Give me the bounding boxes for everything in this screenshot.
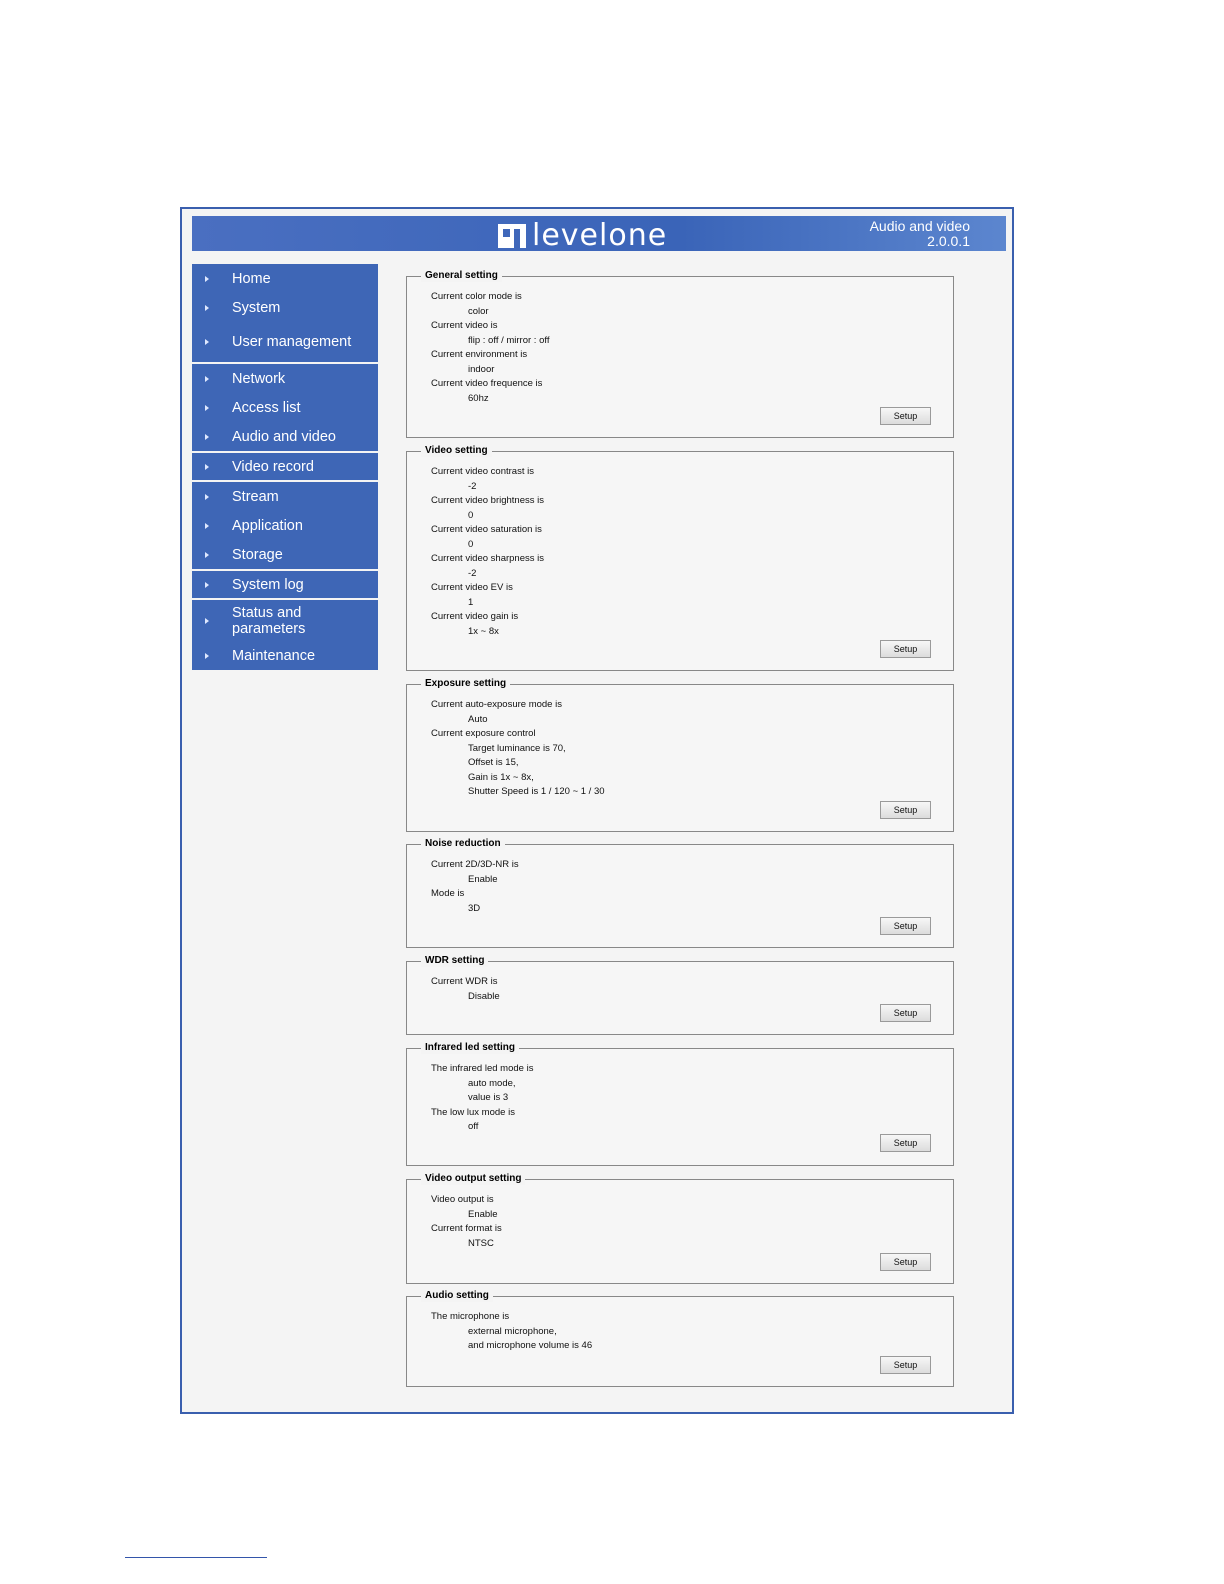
bullet-arrow-icon: [205, 582, 209, 588]
setting-value: 60hz: [468, 392, 489, 404]
setting-value: NTSC: [468, 1237, 494, 1249]
firmware-version: 2.0.0.1: [927, 233, 970, 249]
bullet-arrow-icon: [205, 464, 209, 470]
panel-body: [431, 1062, 533, 1135]
setting-label: Current video contrast is: [431, 466, 534, 477]
sidebar-item-label: User management: [232, 334, 352, 350]
nav-group: [192, 264, 378, 362]
sidebar-item-label: Access list: [232, 399, 301, 416]
sidebar-item-label: Network: [232, 370, 286, 387]
panel-title: Video output setting: [421, 1173, 525, 1185]
setting-value: auto mode,: [468, 1077, 516, 1089]
levelone-logo[interactable]: [498, 218, 668, 253]
setting-value: Enable: [468, 873, 498, 885]
setup-button-video-output-setting[interactable]: Setup: [880, 1253, 931, 1271]
panel-body: [431, 290, 549, 406]
sidebar-item-label: Storage: [232, 546, 283, 563]
bullet-arrow-icon: [205, 434, 209, 440]
setting-label: Current 2D/3D-NR is: [431, 859, 519, 870]
panel-body: [431, 465, 544, 639]
panel-body: [431, 1310, 592, 1354]
setting-value: 1: [468, 596, 474, 608]
panel-title: Exposure setting: [421, 678, 510, 690]
setting-value: 1x ~ 8x: [468, 625, 499, 637]
setting-label: The low lux mode is: [431, 1106, 515, 1118]
sidebar-item-system-log[interactable]: [192, 571, 378, 598]
setup-button-video-setting[interactable]: Setup: [880, 640, 931, 658]
panel-title: WDR setting: [421, 955, 488, 967]
panel-title: Noise reduction: [421, 838, 505, 850]
sidebar-item-label: Home: [232, 270, 271, 287]
sidebar-item-storage[interactable]: [192, 540, 378, 569]
panel-audio-setting: [406, 1290, 954, 1387]
setting-label: Current video sharpness is: [431, 553, 544, 564]
panel-title: Infrared led setting: [421, 1042, 519, 1054]
setup-button-infrared-led-setting[interactable]: Setup: [880, 1134, 931, 1152]
panel-title: Audio setting: [421, 1290, 493, 1302]
bullet-arrow-icon: [205, 494, 209, 500]
setup-button-audio-setting[interactable]: Setup: [880, 1356, 931, 1374]
setting-value: Enable: [468, 1208, 498, 1220]
setting-label: Current WDR is: [431, 976, 498, 987]
panel-body: [431, 1193, 502, 1251]
bullet-arrow-icon: [205, 618, 209, 624]
setting-value: color: [468, 305, 489, 317]
panel-body: [431, 975, 500, 1004]
sidebar-item-stream[interactable]: [192, 482, 378, 511]
setting-label: Current video EV is: [431, 582, 513, 593]
panel-video-setting: [406, 445, 954, 671]
sidebar-item-label: Maintenance: [232, 647, 316, 664]
sidebar-nav: [192, 264, 378, 672]
setting-value: Target luminance is 70,: [468, 742, 566, 754]
panel-general-setting: [406, 270, 954, 438]
sidebar-item-video-record[interactable]: [192, 453, 378, 480]
setting-label: Current video gain is: [431, 611, 519, 622]
bullet-arrow-icon: [205, 276, 209, 282]
setup-button-exposure-setting[interactable]: Setup: [880, 801, 931, 819]
setting-label: Current auto-exposure mode is: [431, 699, 562, 710]
setting-value: off: [468, 1121, 479, 1132]
setting-label: Current exposure control: [431, 728, 536, 739]
setting-label: Current format is: [431, 1223, 502, 1234]
setting-value: value is 3: [468, 1092, 509, 1103]
setting-value: Shutter Speed is 1 / 120 ~ 1 / 30: [468, 786, 605, 797]
sidebar-item-home[interactable]: [192, 264, 378, 293]
nav-group: [192, 364, 378, 451]
setup-button-general-setting[interactable]: Setup: [880, 407, 931, 425]
sidebar-item-access-list[interactable]: [192, 393, 378, 422]
setting-value: flip : off / mirror : off: [468, 334, 550, 346]
nav-group: [192, 482, 378, 569]
setting-value: -2: [468, 480, 477, 492]
setting-value: 0: [468, 509, 474, 521]
panel-title: Video setting: [421, 445, 492, 457]
setup-button-noise-reduction[interactable]: Setup: [880, 917, 931, 935]
logo-text: levelone: [532, 218, 668, 253]
levelone-logo-icon: [498, 224, 526, 248]
sidebar-item-maintenance[interactable]: [192, 641, 378, 670]
setting-label: Current video saturation is: [431, 524, 542, 535]
setting-value: indoor: [468, 363, 495, 375]
setting-label: Current environment is: [431, 349, 528, 360]
sidebar-item-label: Audio and video: [232, 428, 336, 445]
bullet-arrow-icon: [205, 653, 209, 659]
setting-value: Offset is 15,: [468, 757, 519, 768]
panel-video-output-setting: [406, 1173, 954, 1284]
setting-label: Video output is: [431, 1194, 494, 1205]
sidebar-item-label: Video record: [232, 458, 314, 475]
setting-value: -2: [468, 567, 477, 579]
setting-value: 3D: [468, 902, 481, 914]
panel-body: [431, 698, 605, 800]
web-ui-frame: [180, 207, 1014, 1414]
setting-label: Current video is: [431, 320, 498, 331]
bullet-arrow-icon: [205, 339, 209, 345]
setting-label: The microphone is: [431, 1311, 510, 1322]
nav-group: [192, 453, 378, 480]
bullet-arrow-icon: [205, 305, 209, 311]
panel-body: [431, 858, 519, 916]
setting-label: Current video frequence is: [431, 378, 543, 389]
sidebar-item-label: System log: [232, 576, 304, 593]
setting-value: Gain is 1x ~ 8x,: [468, 771, 534, 783]
setting-label: The infrared led mode is: [431, 1063, 534, 1074]
bullet-arrow-icon: [205, 405, 209, 411]
panel-infrared-led-setting: [406, 1042, 954, 1166]
bullet-arrow-icon: [205, 376, 209, 382]
panel-wdr-setting: [406, 955, 954, 1035]
sidebar-item-label: System: [232, 299, 281, 316]
panel-title: General setting: [421, 270, 502, 282]
setting-label: Current video brightness is: [431, 495, 544, 506]
setting-value: Auto: [468, 713, 488, 725]
sidebar-item-status-and-parameters[interactable]: [192, 600, 378, 641]
footnote-rule: [125, 1557, 267, 1558]
page-title: Audio and video: [869, 218, 970, 234]
sidebar-item-application[interactable]: [192, 511, 378, 540]
sidebar-item-audio-and-video[interactable]: [192, 422, 378, 451]
setting-value: external microphone,: [468, 1325, 557, 1337]
header-banner: [192, 216, 1006, 251]
sidebar-item-system[interactable]: [192, 293, 378, 322]
sidebar-item-label: Status and parameters: [232, 604, 306, 637]
nav-group: [192, 600, 378, 670]
nav-group: [192, 571, 378, 598]
panel-exposure-setting: [406, 678, 954, 832]
sidebar-item-label: Application: [232, 517, 303, 534]
sidebar-item-network[interactable]: [192, 364, 378, 393]
setting-value: 0: [468, 538, 474, 550]
sidebar-item-user-management[interactable]: [192, 322, 378, 362]
setup-button-wdr-setting[interactable]: Setup: [880, 1004, 931, 1022]
setting-value: and microphone volume is 46: [468, 1340, 593, 1351]
setting-value: Disable: [468, 990, 500, 1002]
sidebar-item-label: Stream: [232, 488, 279, 505]
setting-label: Mode is: [431, 888, 465, 899]
bullet-arrow-icon: [205, 523, 209, 529]
bullet-arrow-icon: [205, 552, 209, 558]
setting-label: Current color mode is: [431, 291, 522, 302]
panel-noise-reduction: [406, 838, 954, 948]
